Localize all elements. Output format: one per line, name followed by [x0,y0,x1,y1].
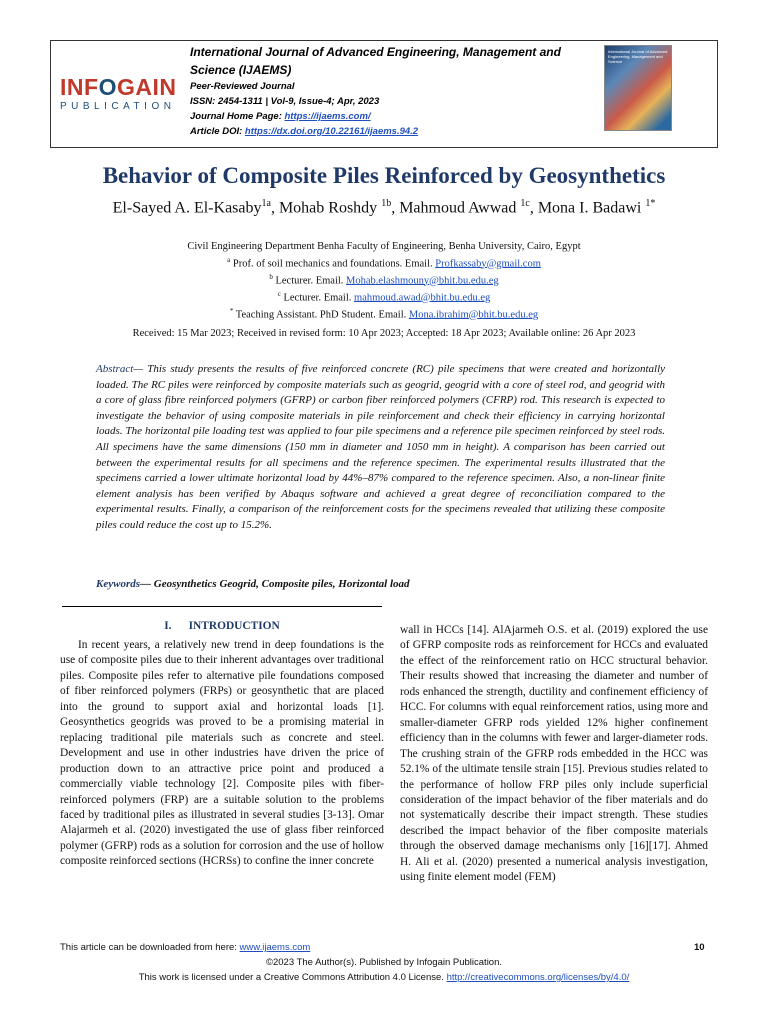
issn-line: ISSN: 2454-1311 | Vol-9, Issue-4; Apr, 2023 [190,96,380,107]
peer-reviewed-label: Peer-Reviewed Journal [190,81,295,92]
affiliation-line: Civil Engineering Department Benha Faculty of Engineering, Benha University, Cairo, Egypt [187,241,581,252]
paper-title: Behavior of Composite Piles Reinforced by Geosynthetics [102,163,666,188]
license-line: This work is licensed under a Creative Commons Attribution 4.0 License. http://creativecommons.org/licenses/by/4.0/ [138,972,630,983]
contact-email-link[interactable]: mahmoud.awad@bhit.bu.edu.eg [354,292,491,303]
abstract-text: This study presents the results of five reinforced concrete (RC) pile specimens that were created and horizontally loaded. The RC piles were reinforced by composite materials such as geogrid, geogrid with a core of steel rod, and geogrid with a core of glass fibre reinforced polymers (GFRP) or carbon fiber reinforced polymers (CFRP) rod. This research is expected to investigate the behavior of using composite materials in pile reinforcement and check their efficiency in carrying horizontal loads. The horizontal pile loading test was applied to four pile specimens and a reference pile specimen reinforced by steel rods. All specimens have the same dimensions (150 mm in diameter and 1050 mm in height). A comparison has been carried out between the experimental results for all specimens and the reference specimen. The experimental results illustrated that the specimens carried a lower ultimate horizontal load by 44%–87% compared to the reference specimen. Also, a non-linear finite element analysis has been verified by Abaqus software and achieved a great degree of reconciliation compared to the experimental results. Finally, a comparison of the reinforcement costs for the specimens revealed that utilizing these composite piles could reduce the cost up to 15.2%. [96,363,666,531]
author-contact-line [0,271,768,288]
affiliations [0,240,768,322]
copyright-line: ©2023 The Author(s). Published by Infogain Publication. [265,957,503,968]
author-affiliation-marker: 1c [520,198,530,209]
contact-marker: c [277,289,281,298]
homepage-line: Journal Home Page: https://ijaems.com/ [190,111,371,122]
logo-wordmark: INFOGAIN [60,74,177,100]
journal-cover-image [604,45,672,131]
keywords-text: Geosynthetics Geogrid, Composite piles, Horizontal load [153,578,410,590]
download-line: This article can be downloaded from here: www.ijaems.com [60,942,311,953]
author-list [0,198,768,217]
author-contact-line [0,305,768,322]
section-divider [62,606,382,607]
author-affiliation-marker: 1* [645,198,656,209]
abstract-dash: — [133,363,148,375]
keywords-label: Keywords [96,578,140,590]
section-heading-introduction: I. INTRODUCTION [164,620,280,632]
doi-link[interactable]: https://dx.doi.org/10.22161/ijaems.94.2 [244,126,419,137]
contact-role: Prof. of soil mechanics and foundations. Email. [230,258,436,269]
contact-marker: a [227,255,231,264]
contact-email-link[interactable]: Mohab.elashmouny@bhit.bu.edu.eg [346,275,499,286]
submission-dates: Received: 15 Mar 2023; Received in revised form: 10 Apr 2023; Accepted: 18 Apr 2023; Available online: 26 Apr 2023 [132,328,636,339]
author-name: Mohab Roshdy [278,199,382,217]
author-contact-line [0,288,768,305]
contact-email-link[interactable]: Profkassaby@gmail.com [435,258,541,269]
abstract [96,362,665,534]
author-contact-line [0,254,768,271]
contact-role: Lecturer. Email. [280,292,355,303]
contact-role: Lecturer. Email. [272,275,347,286]
cover-title: International Journal of Advanced Engineering, Management and Science [608,49,668,64]
abstract-label: Abstract [96,363,134,375]
contact-marker: * [229,306,234,315]
intro-right-column: wall in HCCs [14]. AlAjarmeh O.S. et al. (2019) explored the use of GFRP composite rods as reinforcement for HCCs and evaluated the effect of the reinforcement ratio on HCC structural behavior. Their results showed that increasing the diameter and number of rods enhanced the strength, ductility and confinement efficiency of HCC. For columns with equal reinforcement ratios, using more and smaller-diameter GFRP rods yielded 12% higher confinement efficiency than in the columns with fewer and larger-diameter rods. The crushing strain of the GFRP rods embedded in the HCC was 52.1% of the ultimate tensile strain [15]. Previous studies related to the performance of hollow FRP piles only include superficial consideration of the impact behavior of the fiber materials and do not systematically describe their impact strength. These studies described the impact behavior of the fiber composite materials through the observed damage mechanisms only [16][17]. Ahmed H. Ali et al. (2020) presented a numerical analysis investigation, using finite element model (FEM) [400,624,708,884]
page-number: 10 [694,942,705,953]
author-name: El-Sayed A. El-Kasaby [112,199,262,217]
contact-email-link[interactable]: Mona.ibrahim@bhit.bu.edu.eg [408,309,539,320]
author-name: Mona I. Badawi [537,199,646,217]
infogain-logo [60,75,188,127]
author-affiliation-marker: 1b [381,198,392,209]
intro-left-column: In recent years, a relatively new trend in deep foundations is the use of composite piles due to their inherent advantages over traditional piles. Composite piles refer to alternative pile foundations composed of fiber reinforced polymers (FRPs) or geosynthetic that are placed into the ground to support axial and horizontal loads [1]. Geosynthetics geogrids was proved to be a promising material in replacing traditional pile materials such as concrete and steel. Development and use in other industries have driven the price of production down to an attractive price point and produced a commercially viable technology [2]. Composite piles with fiber-reinforced polymers (FRP) are a suitable solution to the problems faced by traditional piles as illustrated in several studies [3-13]. Omar Alajarmeh et al. (2020) investigated the use of glass fiber reinforced polymer (GFRP) rods as a solution for corrosion and the use of hollow composite reinforced sections (HCRSs) to confine the inner concrete [60,639,384,868]
journal-title: International Journal of Advanced Engineering, Management and Science (IJAEMS) [190,45,561,77]
author-separator: , [391,199,400,217]
author-affiliation-marker: 1a [261,198,271,209]
keywords [96,578,665,590]
author-separator: , [529,199,538,217]
license-link[interactable]: http://creativecommons.org/licenses/by/4.0/ [446,972,630,983]
journal-info [190,43,590,139]
logo-subtitle: PUBLICATION [60,101,176,112]
contact-role: Teaching Assistant. PhD Student. Email. [233,309,409,320]
keywords-dash: — [140,578,154,590]
download-link[interactable]: www.ijaems.com [239,942,311,953]
contact-marker: b [269,272,273,281]
homepage-link[interactable]: https://ijaems.com/ [284,111,371,122]
author-separator: , [270,199,279,217]
author-name: Mahmoud Awwad [399,199,521,217]
doi-line: Article DOI: https://dx.doi.org/10.22161/ijaems.94.2 [190,126,419,137]
